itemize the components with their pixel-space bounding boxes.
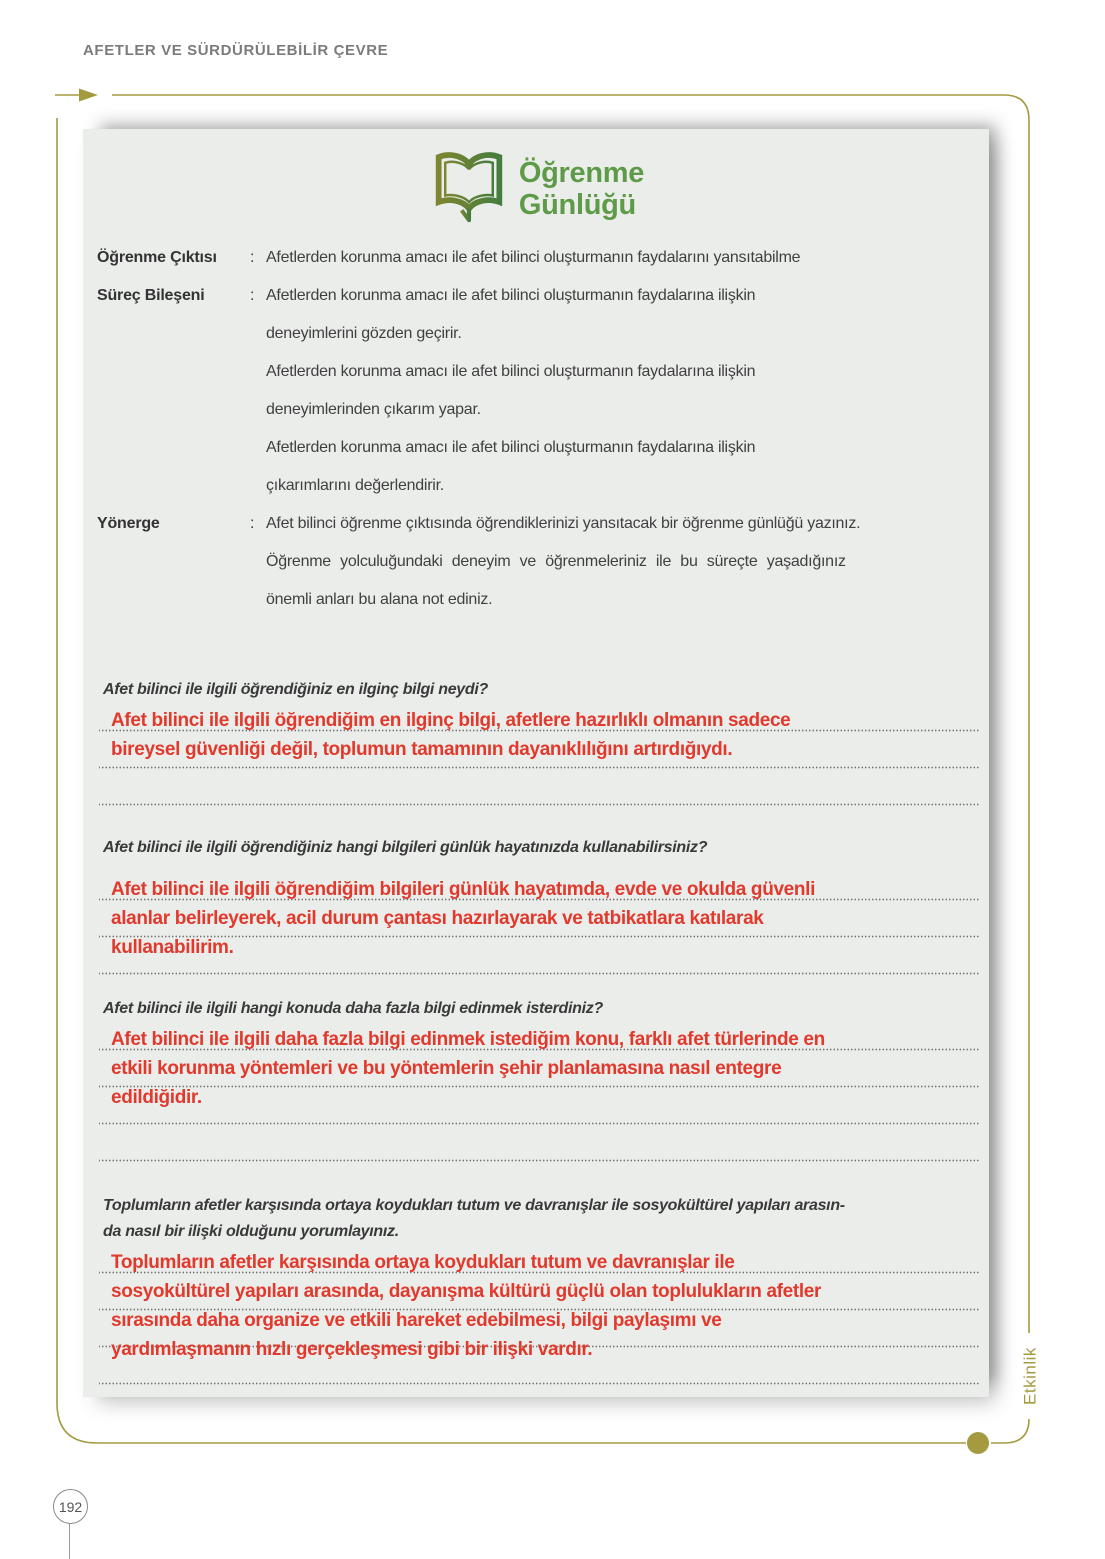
answer-line: sırasında daha organize ve etkili hareket edebilmesi, bilgi paylaşımı ve bbox=[111, 1310, 722, 1331]
page-number-badge bbox=[53, 1489, 88, 1524]
meta-colon: : bbox=[250, 287, 255, 304]
side-tab-etkinlik: Etkinlik bbox=[1020, 1347, 1040, 1405]
meta-section bbox=[97, 239, 975, 619]
answer-line: kullanabilirim. bbox=[111, 937, 234, 958]
meta-row-0 bbox=[97, 239, 975, 277]
logo-title bbox=[519, 157, 644, 221]
meta-line: Afetlerden korunma amacı ile afet bilinci oluşturmanın faydalarına ilişkin bbox=[266, 363, 756, 380]
meta-label: Öğrenme Çıktısı bbox=[97, 249, 217, 266]
answer-line: Afet bilinci ile ilgili daha fazla bilgi edinmek istediğim konu, farklı afet türlerinde en bbox=[111, 1029, 825, 1050]
answer-line: sosyokültürel yapıları arasında, dayanışma kültürü güçlü olan toplulukların afetler bbox=[111, 1281, 822, 1302]
answer-line: etkili korunma yöntemleri ve bu yöntemlerin şehir planlamasına nasıl entegre bbox=[111, 1058, 782, 1079]
answer-area bbox=[99, 1248, 979, 1402]
question-text: Afet bilinci ile ilgili öğrendiğiniz hangi bilgileri günlük hayatınızda kullanabilirsiniz? bbox=[103, 839, 708, 856]
question-text: Afet bilinci ile ilgili hangi konuda daha fazla bilgi edinmek isterdiniz? bbox=[103, 1000, 603, 1017]
chapter-header: AFETLER VE SÜRDÜRÜLEBİLİR ÇEVRE bbox=[83, 42, 389, 59]
answer-line: edildiğidir. bbox=[111, 1087, 202, 1108]
meta-line: Afetlerden korunma amacı ile afet bilinci oluşturmanın faydalarını yansıtabilme bbox=[266, 249, 801, 266]
answer-line: bireysel güvenliği değil, toplumun tamamının dayanıklılığını artırdığıydı. bbox=[111, 739, 733, 760]
arrow-head-icon bbox=[79, 89, 98, 102]
meta-label: Süreç Bileşeni bbox=[97, 287, 205, 304]
question-text: da nasıl bir ilişki olduğunu yorumlayınız. bbox=[103, 1223, 399, 1240]
answer-line: Toplumların afetler karşısında ortaya koydukları tutum ve davranışlar ile bbox=[111, 1252, 735, 1273]
answer-area bbox=[99, 706, 979, 823]
meta-line: deneyimlerini gözden geçirir. bbox=[266, 325, 462, 342]
meta-line: deneyimlerinden çıkarım yapar. bbox=[266, 401, 481, 418]
qa-block-4 bbox=[99, 1193, 979, 1402]
answer-line: yardımlaşmanın hızlı gerçekleşmesi gibi bir ilişki vardır. bbox=[111, 1339, 593, 1360]
meta-content bbox=[266, 239, 975, 277]
meta-line: Afetlerden korunma amacı ile afet bilinci oluşturmanın faydalarına ilişkin bbox=[266, 439, 756, 456]
meta-content bbox=[266, 277, 975, 505]
logo-title-line1: Öğrenme bbox=[518, 157, 645, 189]
meta-row-2 bbox=[97, 505, 975, 619]
qa-block-2 bbox=[99, 835, 979, 992]
answer-line: Afet bilinci ile ilgili öğrendiğim en ilginç bilgi, afetlere hazırlıklı olmanın sadece bbox=[111, 710, 791, 731]
meta-colon: : bbox=[250, 515, 255, 532]
meta-content bbox=[266, 505, 975, 619]
meta-line: Öğrenme yolculuğundaki deneyim ve öğrenmeleriniz ile bu süreçte yaşadığınız bbox=[266, 553, 846, 570]
page-number: 192 bbox=[58, 1498, 83, 1515]
meta-colon: : bbox=[250, 249, 255, 266]
worksheet-card bbox=[83, 129, 989, 1397]
meta-line: önemli anları bu alana not ediniz. bbox=[266, 591, 493, 608]
meta-label: Yönerge bbox=[97, 515, 160, 532]
question-text: Afet bilinci ile ilgili öğrendiğiniz en ilginç bilgi neydi? bbox=[103, 681, 488, 698]
meta-row-1 bbox=[97, 277, 975, 505]
answer-area bbox=[99, 1025, 979, 1179]
meta-line: çıkarımlarını değerlendirir. bbox=[266, 477, 444, 494]
page-number-line bbox=[69, 1524, 70, 1559]
logo-title-line2: Günlüğü bbox=[518, 189, 636, 221]
bottom-right-corner bbox=[991, 1419, 1029, 1443]
qa-block-1 bbox=[99, 677, 979, 823]
meta-line: Afet bilinci öğrenme çıktısında öğrendiklerinizi yansıtacak bir öğrenme günlüğü yazınız. bbox=[266, 515, 861, 532]
question-text: Toplumların afetler karşısında ortaya koydukları tutum ve davranışlar ile sosyokültürel yapıları arasın- bbox=[103, 1197, 845, 1214]
qa-block-3 bbox=[99, 996, 979, 1179]
answer-line: alanlar belirleyerek, acil durum çantası hazırlayarak ve tatbikatlara katılarak bbox=[111, 908, 764, 929]
answer-area bbox=[99, 875, 979, 992]
open-book-icon bbox=[428, 149, 510, 229]
frame-dot-icon bbox=[967, 1432, 989, 1454]
answer-line: Afet bilinci ile ilgili öğrendiğim bilgileri günlük hayatımda, evde ve okulda güvenli bbox=[111, 879, 815, 900]
qa-section bbox=[99, 677, 979, 1402]
meta-line: Afetlerden korunma amacı ile afet bilinci oluşturmanın faydalarına ilişkin bbox=[266, 287, 756, 304]
learning-diary-logo bbox=[83, 129, 989, 229]
